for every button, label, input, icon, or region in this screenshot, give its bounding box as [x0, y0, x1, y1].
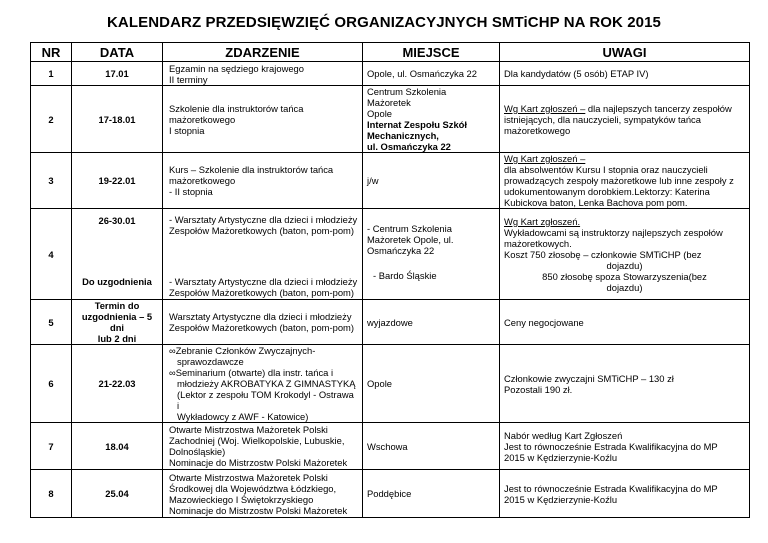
table-row: [31, 209, 750, 300]
table-row: [31, 62, 750, 86]
row-place: Wschowa: [363, 423, 500, 470]
row-notes: Nabór według Kart Zgłoszeń Jest to równocześnie Estrada Kwalifikacyjna do MP 2015 w Kędzierzynie-Koźlu: [500, 423, 750, 470]
row-notes: Wg Kart zgłoszeń – dla najlepszych tancerzy zespołów istniejących, dla nauczycieli, sympatyków tańca mażoretkowego: [500, 86, 750, 153]
row-place: j/w: [363, 153, 500, 209]
row-notes: Członkowie zwyczajni SMTiCHP – 130 zł Pozostali 190 zł.: [500, 345, 750, 423]
row-place: Opole, ul. Osmańczyka 22: [363, 62, 500, 86]
row-event: Szkolenie dla instruktorów tańca mażoretkowego I stopnia: [163, 86, 363, 153]
page-title: KALENDARZ PRZEDSIĘWZIĘĆ ORGANIZACYJNYCH SMTiCHP NA ROK 2015: [106, 14, 661, 31]
row-place: - Centrum Szkolenia Mażoretek Opole, ul. Osmańczyka 22 - Bardo Śląskie: [363, 209, 500, 300]
row-number: 7: [31, 423, 72, 470]
header-event: ZDARZENIE: [163, 43, 363, 62]
row-place: Opole: [363, 345, 500, 423]
row-place: Poddębice: [363, 470, 500, 518]
row-event: Otwarte Mistrzostwa Mażoretek Polski Środkowej dla Województwa Łódzkiego, Mazowieckiego I Świętokrzyskiego Nominacje do Mistrzostw Polski Mażoretek: [163, 470, 363, 518]
row-date: 18.04: [72, 423, 163, 470]
table-row: [31, 470, 750, 518]
row-notes: Jest to równocześnie Estrada Kwalifikacyjna do MP 2015 w Kędzierzynie-Koźlu: [500, 470, 750, 518]
infinity-bullet-icon: ∞: [169, 367, 176, 378]
row-notes: Dla kandydatów (5 osób) ETAP IV): [500, 62, 750, 86]
header-nr: NR: [31, 43, 72, 62]
row-number: 4: [31, 209, 72, 300]
table-row: [31, 300, 750, 345]
header-date: DATA: [72, 43, 163, 62]
row-date: 25.04: [72, 470, 163, 518]
infinity-bullet-icon: ∞: [169, 345, 176, 356]
row-date: [72, 209, 163, 300]
row-event: Egzamin na sędziego krajowego II terminy: [163, 62, 363, 86]
row-event: Otwarte Mistrzostwa Mażoretek Polski Zachodniej (Woj. Wielkopolskie, Lubuskie, Dolnośląskie) Nominacje do Mistrzostw Polski Mażoretek: [163, 423, 363, 470]
row-number: 3: [31, 153, 72, 209]
row-event: Kurs – Szkolenie dla instruktorów tańca mażoretkowego - II stopnia: [163, 153, 363, 209]
row-event: ∞Zebranie Członków Zwyczajnych- sprawozdawcze ∞Seminarium (otwarte) dla instr. tańca i młodzieży AKROBATYKA Z GIMNASTYKĄ (Lektor z zespołu TOM Krokodyl - Ostrawa i Wykładowcy z AWF - Katowice): [163, 345, 363, 423]
row-notes: Wg Kart zgłoszeń – dla absolwentów Kursu I stopnia oraz nauczycieli prowadzących zespoły mażoretkowe lub inne zespoły z udokumentowanym dorobkiem.Lektorzy: Katerina Kubickova baton, Lenka Bachova pom pom.: [500, 153, 750, 209]
row-date: 17.01: [72, 62, 163, 86]
header-place: MIEJSCE: [363, 43, 500, 62]
row-place: wyjazdowe: [363, 300, 500, 345]
calendar-table: [30, 42, 750, 518]
row-notes: Ceny negocjowane: [500, 300, 750, 345]
row-date: 21-22.03: [72, 345, 163, 423]
row-place: Centrum Szkolenia Mażoretek Opole Internat Zespołu Szkół Mechanicznych, ul. Osmańczyka 22: [363, 86, 500, 153]
row-notes: Wg Kart zgłoszeń. Wykładowcami są instruktorzy najlepszych zespołów mażoretkowych. Koszt 750 złosobę – członkowie SMTiCHP (bez dojazdu) 850 złosobę spoza Stowarzyszenia(bez dojazdu): [500, 209, 750, 300]
table-row: [31, 153, 750, 209]
table-row: [31, 86, 750, 153]
header-notes: UWAGI: [500, 43, 750, 62]
row-number: 1: [31, 62, 72, 86]
row-date: 19-22.01: [72, 153, 163, 209]
row-event: - Warsztaty Artystyczne dla dzieci i młodzieży Zespołów Mażoretkowych (baton, pom-pom) - Warsztaty Artystyczne dla dzieci i młodzieży Zespołów Mażoretkowych (baton, pom-pom): [163, 209, 363, 300]
row-event: Warsztaty Artystyczne dla dzieci i młodzieży Zespołów Mażoretkowych (baton, pom-pom): [163, 300, 363, 345]
row-number: 8: [31, 470, 72, 518]
row-date: 17-18.01: [72, 86, 163, 153]
row-date: Termin do uzgodnienia – 5 dni lub 2 dni: [72, 300, 163, 345]
row-number: 6: [31, 345, 72, 423]
table-row: [31, 423, 750, 470]
row-number: 5: [31, 300, 72, 345]
date-secondary: Do uzgodnienia: [82, 276, 152, 287]
header-row: [31, 43, 750, 62]
date-primary: 26-30.01: [98, 215, 136, 226]
table-row: [31, 345, 750, 423]
row-number: 2: [31, 86, 72, 153]
